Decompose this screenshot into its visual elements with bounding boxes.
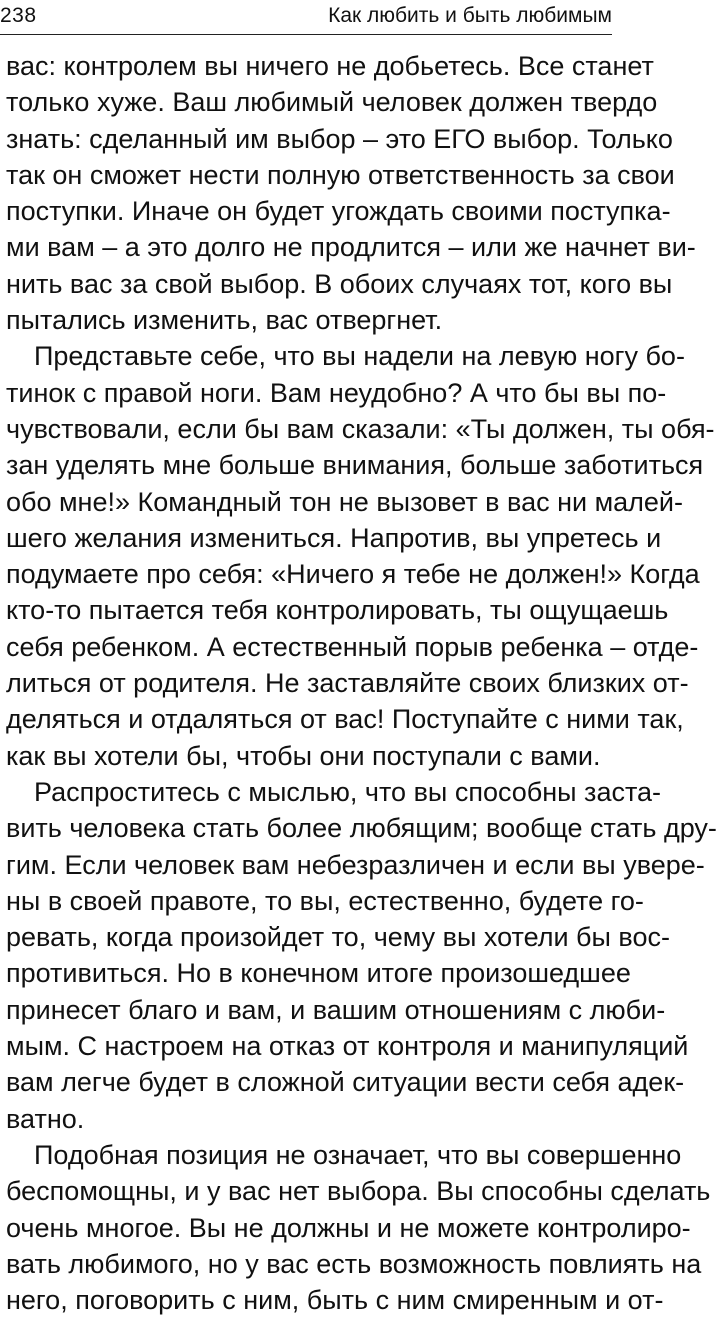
text-line: очень многое. Вы не должны и не можете контролиро- <box>6 1212 691 1243</box>
text-line: знать: сделанный им выбор – это ЕГО выбор. Только <box>6 123 673 154</box>
text-line: нить вас за свой выбор. В обоих случаях тот, кого вы <box>6 268 673 299</box>
text-line: шего желания измениться. Напротив, вы упретесь и <box>6 522 662 553</box>
text-line: Распроститесь с мыслью, что вы способны заста- <box>34 776 662 807</box>
text-line: только хуже. Ваш любимый человек должен твердо <box>6 87 658 118</box>
text-line: ны в своей правоте, то вы, естественно, будете го- <box>6 885 644 916</box>
text-line: мым. С настроем на отказ от контроля и манипуляций <box>6 1031 689 1062</box>
text-line: принесет благо и вам, и вашим отношениям с люби- <box>6 994 666 1025</box>
text-line: ревать, когда произойдет то, чему вы хотели бы вос- <box>6 922 670 953</box>
text-line: ми вам – а это долго не продлится – или же начнет ви- <box>6 232 696 263</box>
text-line: ватно. <box>6 1103 85 1134</box>
page-number: 238 <box>0 4 37 27</box>
text-line: беспомощны, и у вас нет выбора. Вы способны сделать <box>6 1176 711 1207</box>
text-line: себя ребенком. А естественный порыв ребенка – отде- <box>6 631 699 662</box>
text-line: так он сможет нести полную ответственность за свои <box>6 159 675 190</box>
text-line: подумаете про себя: «Ничего я тебе не должен!» Когда <box>6 559 700 590</box>
text-line: Подобная позиция не означает, что вы совершенно <box>34 1139 682 1170</box>
text-line: чувствовали, если бы вам сказали: «Ты должен, ты обя- <box>6 413 715 444</box>
text-line: пытались изменить, вас отвергнет. <box>6 305 443 336</box>
text-line: вас: контролем вы ничего не добьетесь. Все станет <box>6 51 654 81</box>
running-title: Как любить и быть любимым <box>328 4 612 27</box>
text-line: него, поговорить с ним, быть с ним смиренным и от- <box>6 1285 664 1316</box>
text-line: гим. Если человек вам небезразличен и если вы уверe- <box>6 849 705 880</box>
text-line: поступки. Иначе он будет угождать своими поступка- <box>6 196 671 227</box>
body-text <box>6 48 717 1318</box>
text-line: как вы хотели бы, чтобы они поступали с вами. <box>6 740 601 771</box>
text-line: литься от родителя. Не заставляйте своих близких от- <box>6 668 689 699</box>
text-line: вать любимого, но у вас есть возможность повлиять на <box>6 1248 702 1279</box>
text-line: деляться и отдаляться от вас! Поступайте с ними так, <box>6 704 684 735</box>
text-line: кто-то пытается тебя контролировать, ты ощущаешь <box>6 595 669 626</box>
text-line: зан уделять мне больше внимания, больше заботиться <box>6 450 704 481</box>
text-line: обо мне!» Командный тон не вызовет в вас ни малей- <box>6 486 684 517</box>
page-header <box>0 0 612 35</box>
text-line: вить человека стать более любящим; вообще стать дру- <box>6 813 717 844</box>
text-line: противиться. Но в конечном итоге произошедшее <box>6 958 631 989</box>
text-line: вам легче будет в сложной ситуации вести себя адек- <box>6 1067 685 1098</box>
text-line: Представьте себе, что вы надели на левую ногу бо- <box>34 341 685 372</box>
text-line: тинок с правой ноги. Вам неудобно? А что бы вы по- <box>6 377 667 408</box>
